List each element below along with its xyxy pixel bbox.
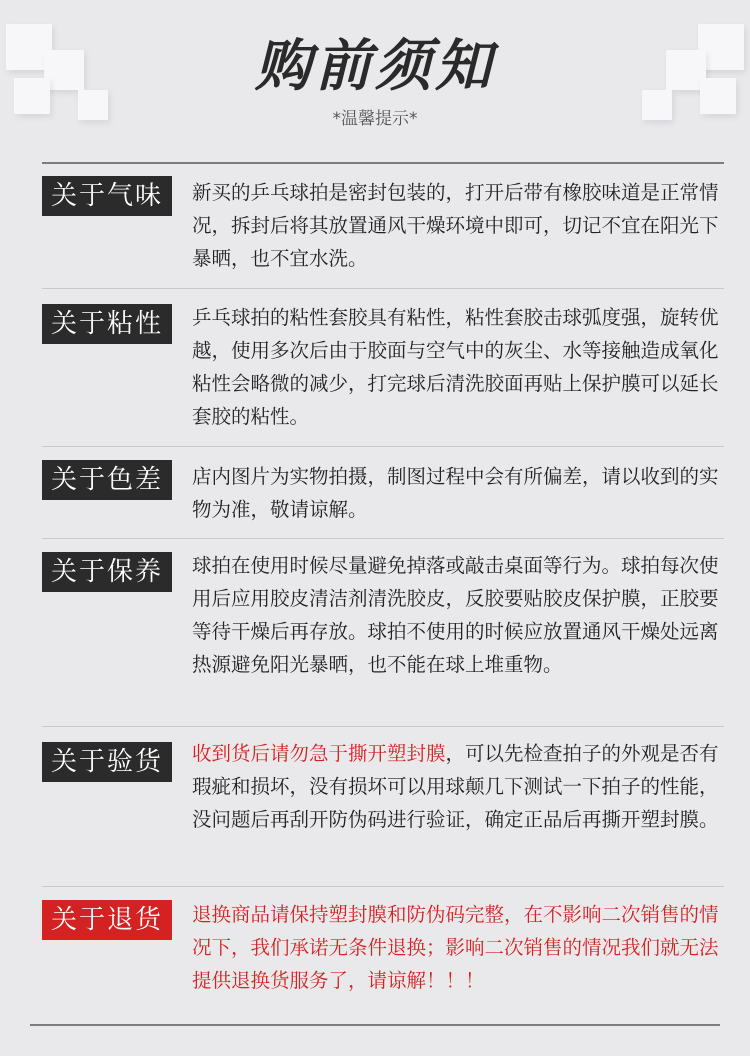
section-text (192, 176, 726, 275)
section-label: 关于退货 (42, 900, 172, 940)
section-label: 关于验货 (42, 742, 172, 782)
section-text (192, 460, 726, 526)
section-divider (42, 288, 724, 289)
section-text-body: 店内图片为实物拍摄，制图过程中会有所偏差，请以收到的实物为准，敬请谅解。 (192, 465, 719, 521)
section-text-highlight: 收到货后请勿急于撕开塑封膜 (192, 742, 446, 765)
section-divider (42, 726, 724, 727)
section-text (192, 898, 726, 997)
section-label: 关于气味 (42, 176, 172, 216)
bottom-divider (30, 1024, 720, 1026)
section-text (192, 301, 726, 433)
top-divider (42, 162, 724, 164)
section-divider (42, 886, 724, 887)
section-text-body: 新买的乒乓球拍是密封包装的，打开后带有橡胶味道是正常情况，拆封后将其放置通风干燥环境中即可，切记不宜在阳光下暴晒，也不宜水洗。 (192, 181, 719, 270)
section-label: 关于粘性 (42, 304, 172, 344)
section-text-highlight: 退换商品请保持塑封膜和防伪码完整，在不影响二次销售的情况下，我们承诺无条件退换；影响二次销售的情况我们就无法提供退换货服务了，请谅解！！！ (192, 903, 719, 992)
section-text-body: ，可以先检查拍子的外观是否有瑕疵和损坏，没有损坏可以用球颠几下测试一下拍子的性能，没问题后再刮开防伪码进行验证，确定正品后再撕开塑封膜。 (192, 742, 719, 831)
section-text-body: 乒乓球拍的粘性套胶具有粘性，粘性套胶击球弧度强，旋转优越，使用多次后由于胶面与空气中的灰尘、水等接触造成氧化粘性会略微的减少，打完球后清洗胶面再贴上保护膜可以延长套胶的粘性。 (192, 306, 719, 428)
section-text (192, 737, 726, 836)
section-label: 关于保养 (42, 552, 172, 592)
section-text-body: 球拍在使用时候尽量避免掉落或敲击桌面等行为。球拍每次使用后应用胶皮清洁剂清洗胶皮，反胶要贴胶皮保护膜，正胶要等待干燥后再存放。球拍不使用的时候应放置通风干燥处远离热源避免阳光暴晒，也不能在球上堆重物。 (192, 554, 719, 676)
section-label: 关于色差 (42, 460, 172, 500)
section-divider (42, 538, 724, 539)
section-text (192, 549, 726, 681)
section-divider (42, 446, 724, 447)
page-subtitle: *温馨提示* (332, 109, 418, 129)
page-title: 购前须知 (255, 34, 495, 99)
